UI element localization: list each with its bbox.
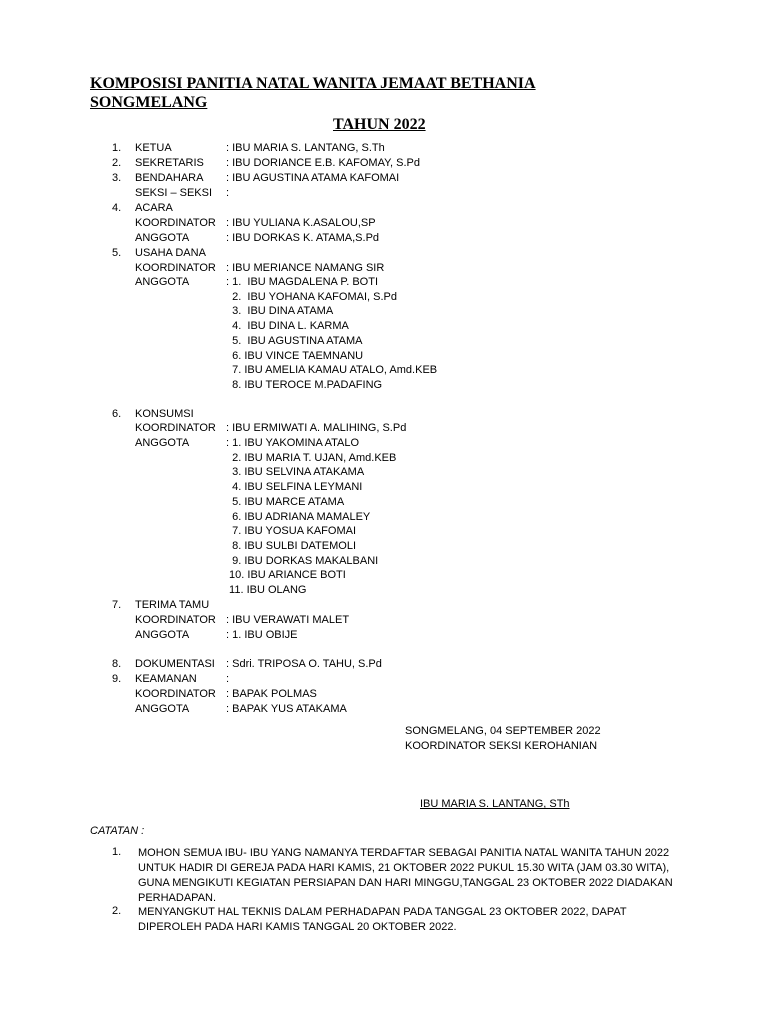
note-number: 1. — [112, 846, 122, 858]
member-item — [0, 539, 768, 553]
member-item — [0, 465, 768, 479]
signature-role: KOORDINATOR SEKSI KEROHANIAN — [405, 740, 598, 752]
anggota-label: ANGGOTA — [135, 629, 190, 641]
document-year: TAHUN 2022 — [333, 116, 426, 133]
member-name: 5. IBU MARCE ATAMA — [226, 495, 345, 508]
koordinator-label: KOORDINATOR — [135, 262, 216, 274]
member-item — [0, 334, 768, 348]
member-item — [0, 510, 768, 524]
item-number: 3. — [112, 172, 122, 184]
item-label: BENDAHARA — [135, 172, 204, 184]
konsumsi-koordinator — [0, 421, 768, 435]
section-terima-tamu — [0, 598, 768, 612]
anggota-label: ANGGOTA — [135, 276, 190, 288]
member-item — [0, 319, 768, 333]
item-number: 2. — [112, 157, 122, 169]
member-name: 3. IBU DINA ATAMA — [226, 305, 334, 318]
member-item — [0, 451, 768, 465]
item-bendahara — [0, 171, 768, 185]
member-name: 4. IBU DINA L. KARMA — [226, 320, 349, 333]
keamanan-anggota — [0, 702, 768, 716]
koordinator-label: KOORDINATOR — [135, 614, 216, 626]
member-item — [0, 363, 768, 377]
member-name: 3. IBU SELVINA ATAKAMA — [226, 466, 365, 479]
member-item — [0, 583, 768, 597]
item-label: KETUA — [135, 142, 172, 154]
member-item — [0, 436, 768, 450]
koordinator-label: KOORDINATOR — [135, 217, 216, 229]
member-item — [0, 275, 768, 289]
koordinator-label: KOORDINATOR — [135, 688, 216, 700]
section-dokumentasi — [0, 657, 768, 671]
section-value: : Sdri. TRIPOSA O. TAHU, S.Pd — [226, 658, 382, 670]
member-item — [0, 290, 768, 304]
note-text: MENYANGKUT HAL TEKNIS DALAM PERHADAPAN PADA TANGGAL 23 OKTOBER 2022, DAPAT DIPEROLEH PADA HARI KAMIS TANGGAL 20 OKTOBER 2022. — [138, 906, 627, 933]
member-name: 4. IBU SELFINA LEYMANI — [226, 481, 363, 494]
section-label: USAHA DANA — [135, 247, 206, 259]
section-number: 8. — [112, 658, 122, 670]
member-item — [0, 480, 768, 494]
member-name: 11. IBU OLANG — [226, 584, 307, 596]
notes-heading: CATATAN : — [90, 825, 145, 837]
item-ketua — [0, 141, 768, 155]
signature-name: IBU MARIA S. LANTANG, STh — [420, 798, 570, 810]
item-sekretaris — [0, 156, 768, 170]
member-name: 6. IBU VINCE TAEMNANU — [226, 349, 364, 362]
section-acara — [0, 201, 768, 215]
member-item — [0, 568, 768, 582]
member-name: 5. IBU AGUSTINA ATAMA — [226, 334, 363, 347]
member-name: 7. IBU AMELIA KAMAU ATALO, Amd.KEB — [226, 364, 438, 377]
section-label: ACARA — [135, 202, 173, 214]
member-item — [0, 349, 768, 363]
section-value: : — [226, 673, 230, 685]
koordinator-value: : IBU ERMIWATI A. MALIHING, S.Pd — [226, 422, 407, 434]
item-value: : — [226, 187, 230, 199]
koordinator-value: : IBU YULIANA K.ASALOU,SP — [226, 217, 376, 229]
item-number: 1. — [112, 142, 122, 154]
anggota-value: : IBU DORKAS K. ATAMA,S.Pd — [226, 232, 380, 244]
koordinator-label: KOORDINATOR — [135, 422, 216, 434]
section-konsumsi — [0, 407, 768, 421]
section-label: KEAMANAN — [135, 673, 197, 685]
section-usaha-dana — [0, 246, 768, 260]
item-value: : IBU MARIA S. LANTANG, S.Th — [226, 142, 385, 154]
member-name: 2. IBU MARIA T. UJAN, Amd.KEB — [226, 451, 397, 464]
usaha-dana-koordinator — [0, 261, 768, 275]
member-name: 8. IBU TEROCE M.PADAFING — [226, 378, 383, 391]
anggota-value: : 1. IBU OBIJE — [226, 629, 298, 641]
keamanan-koordinator — [0, 687, 768, 701]
member-item — [0, 524, 768, 538]
document-title: KOMPOSISI PANITIA NATAL WANITA JEMAAT BETHANIA SONGMELANG — [90, 75, 536, 111]
member-name: : 1. IBU MAGDALENA P. BOTI — [226, 276, 379, 288]
section-number: 6. — [112, 408, 122, 420]
section-keamanan — [0, 672, 768, 686]
member-item — [0, 378, 768, 392]
anggota-label: ANGGOTA — [135, 703, 190, 715]
member-name: 7. IBU YOSUA KAFOMAI — [226, 525, 357, 538]
item-seksi — [0, 186, 768, 200]
signature-place-date: SONGMELANG, 04 SEPTEMBER 2022 — [405, 725, 601, 737]
item-label: SEKSI – SEKSI — [135, 187, 213, 199]
koordinator-value: : IBU VERAWATI MALET — [226, 614, 350, 626]
terima-tamu-anggota — [0, 628, 768, 642]
member-name: 2. IBU YOHANA KAFOMAI, S.Pd — [226, 290, 397, 303]
section-number: 5. — [112, 247, 122, 259]
item-label: SEKRETARIS — [135, 157, 204, 169]
section-label: TERIMA TAMU — [135, 599, 210, 611]
member-name: 8. IBU SULBI DATEMOLI — [226, 539, 356, 552]
section-number: 7. — [112, 599, 122, 611]
anggota-value: : BAPAK YUS ATAKAMA — [226, 703, 347, 715]
koordinator-value: : BAPAK POLMAS — [226, 688, 317, 700]
acara-koordinator — [0, 216, 768, 230]
anggota-label: ANGGOTA — [135, 437, 190, 449]
terima-tamu-koordinator — [0, 613, 768, 627]
member-item — [0, 554, 768, 568]
member-name: 6. IBU ADRIANA MAMALEY — [226, 510, 371, 523]
koordinator-value: : IBU MERIANCE NAMANG SIR — [226, 262, 385, 274]
member-item — [0, 304, 768, 318]
acara-anggota — [0, 231, 768, 245]
anggota-label: ANGGOTA — [135, 232, 190, 244]
section-number: 4. — [112, 202, 122, 214]
section-number: 9. — [112, 673, 122, 685]
member-name: 9. IBU DORKAS MAKALBANI — [226, 554, 379, 567]
member-name: 10. IBU ARIANCE BOTI — [226, 569, 346, 582]
section-label: KONSUMSI — [135, 408, 194, 420]
item-value: : IBU DORIANCE E.B. KAFOMAY, S.Pd — [226, 157, 420, 169]
section-label: DOKUMENTASI — [135, 658, 215, 670]
member-name: : 1. IBU YAKOMINA ATALO — [226, 437, 360, 449]
note-text: MOHON SEMUA IBU- IBU YANG NAMANYA TERDAFTAR SEBAGAI PANITIA NATAL WANITA TAHUN 2022 UNTUK HADIR DI GEREJA PADA HARI KAMIS, 21 OKTOBER 2022 PUKUL 15.30 WITA (JAM 03.30 WITA), GUNA MENGIKUTI KEGIATAN PERSIAPAN DAN HARI MINGGU,TANGGAL 23 OKTOBER 2022 DIADAKAN PERHADAPAN. — [138, 847, 673, 904]
note-number: 2. — [112, 905, 122, 917]
item-value: : IBU AGUSTINA ATAMA KAFOMAI — [226, 172, 400, 184]
member-item — [0, 495, 768, 509]
